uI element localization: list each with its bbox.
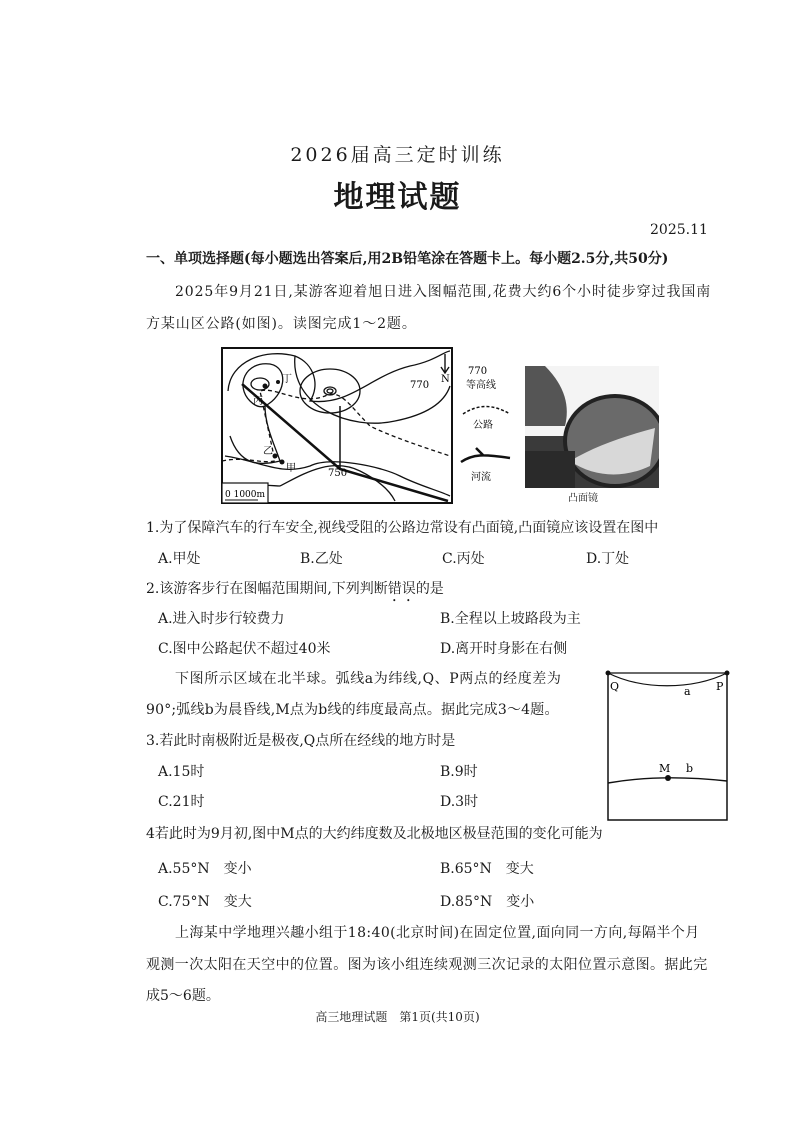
q1-option-c[interactable]: C.丙处 (442, 551, 485, 567)
passage3-line-3: 成5～6题。 (146, 988, 220, 1004)
point-yi: 乙 (263, 446, 273, 457)
legend-river-label: 河流 (471, 472, 491, 483)
q4-option-d[interactable]: D.85°N 变小 (440, 894, 535, 910)
q3-option-b[interactable]: B.9时 (440, 764, 478, 780)
intro-line-2: 方某山区公路(如图)。读图完成1～2题。 (146, 316, 417, 332)
passage2-line-1: 下图所示区域在北半球。弧线a为纬线,Q、P两点的经度差为 (175, 671, 562, 687)
q1-option-a[interactable]: A.甲处 (158, 551, 201, 567)
q2-option-a[interactable]: A.进入时步行较费力 (158, 611, 285, 627)
passage3-line-1: 上海某中学地理兴趣小组于18:40(北京时间)在固定位置,面向同一方向,每隔半个月 (175, 925, 700, 941)
intro-line-1: 2025年9月21日,某游客迎着旭日进入图幅范围,花费大约6个小时徒步穿过我国南 (175, 284, 712, 300)
label-P: P (716, 680, 724, 693)
photo-caption: 凸面镜 (568, 493, 598, 504)
q2-option-d[interactable]: D.离开时身影在右侧 (440, 641, 568, 657)
river-legend-icon (461, 448, 510, 462)
north-label: N (441, 374, 450, 385)
q2-option-b[interactable]: B.全程以上坡路段为主 (440, 611, 581, 627)
label-b: b (686, 762, 694, 775)
q1-option-b[interactable]: B.乙处 (300, 551, 343, 567)
question-3-stem: 3.若此时南极附近是极夜,Q点所在经线的地方时是 (146, 733, 456, 749)
question-1-stem: 1.为了保障汽车的行车安全,视线受阻的公路边常设有凸面镜,凸面镜应该设置在图中 (146, 520, 659, 536)
q2-stem-emphasis: 错误 (387, 581, 416, 597)
q2-stem-pre: 2.该游客步行在图幅范围期间,下列判断 (146, 581, 388, 597)
question-4-stem: 4若此时为9月初,图中M点的大约纬度数及北极地区极昼范围的变化可能为 (146, 826, 603, 842)
passage2-line-2: 90°;弧线b为晨昏线,M点为b线的纬度最高点。据此完成3～4题。 (146, 702, 559, 718)
q1-option-d[interactable]: D.丁处 (586, 551, 630, 567)
map-legend (458, 362, 518, 492)
q3-option-d[interactable]: D.3时 (440, 794, 479, 810)
label-Q: Q (610, 680, 620, 693)
section-heading: 一、单项选择题(每小题选出答案后,用2B铅笔涂在答题卡上。每小题2.5分,共50分) (146, 251, 669, 267)
contour-770-label: 770 (410, 380, 430, 391)
legend-contour-label: 等高线 (466, 380, 496, 391)
point-bing: 丙 (253, 396, 263, 407)
convex-mirror-photo (525, 366, 659, 488)
page-footer: 高三地理试题 第1页(共10页) (315, 1010, 480, 1024)
q3-option-a[interactable]: A.15时 (158, 764, 205, 780)
road-legend-icon (463, 407, 510, 415)
contour-750-label: 750 (328, 468, 348, 479)
exam-subtitle: 2026届高三定时训练 (290, 144, 505, 166)
legend-road-label: 公路 (473, 420, 493, 431)
label-M: M (659, 762, 671, 775)
latitude-terminator-diagram (602, 668, 732, 824)
topographic-map (220, 346, 456, 506)
passage3-line-2: 观测一次太阳在天空中的位置。图为该小组连续观测三次记录的太阳位置示意图。据此完 (146, 957, 708, 973)
point-jia: 甲 (286, 463, 296, 474)
q4-option-a[interactable]: A.55°N 变小 (158, 861, 252, 877)
q3-option-c[interactable]: C.21时 (158, 794, 205, 810)
q2-stem-post: 的是 (415, 581, 444, 597)
q4-option-c[interactable]: C.75°N 变大 (158, 894, 252, 910)
question-2-stem (146, 581, 444, 605)
exam-date: 2025.11 (650, 222, 708, 238)
q4-option-b[interactable]: B.65°N 变大 (440, 861, 534, 877)
exam-title: 地理试题 (333, 180, 462, 215)
scale-bar-label: 0 1000m (225, 490, 266, 500)
point-ding: 丁 (282, 374, 292, 385)
q2-option-c[interactable]: C.图中公路起伏不超过40米 (158, 641, 331, 657)
label-a: a (684, 685, 691, 698)
legend-contour-sample: 770 (468, 366, 488, 377)
